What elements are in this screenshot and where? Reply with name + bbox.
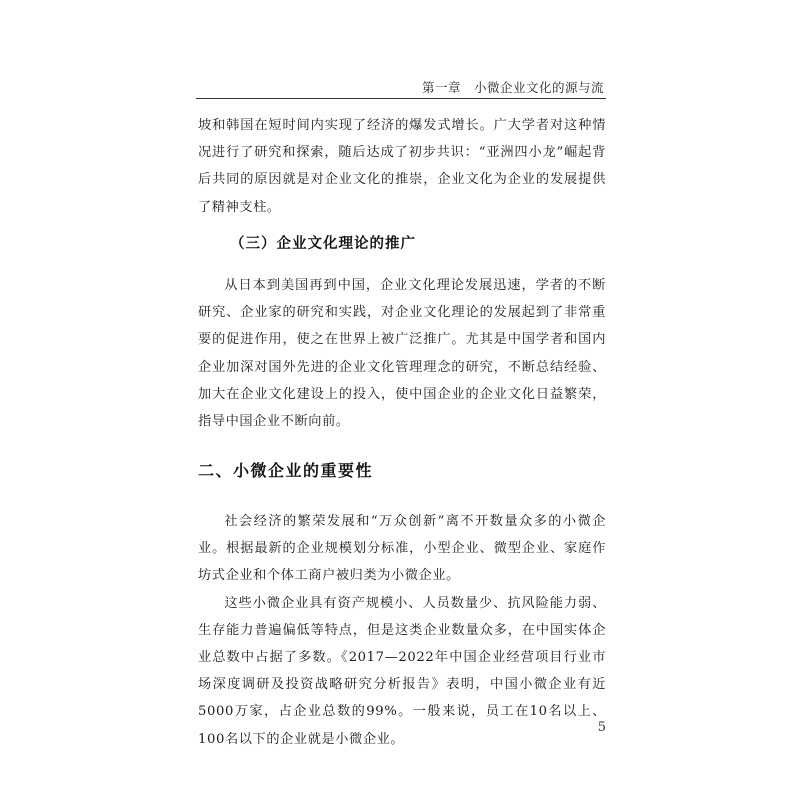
header-rule (196, 98, 606, 99)
running-header: 第一章 小微企业文化的源与流 (421, 80, 604, 95)
continued-paragraph-block (198, 112, 606, 221)
continued-paragraph: 坡和韩国在短时间内实现了经济的爆发式增长。广大学者对这种情况进行了研究和探索，随后达成了初步共识：“亚洲四小龙”崛起背后共同的原因就是对企业文化的推崇，企业文化为企业的发展提供了精神支柱。 (198, 118, 606, 215)
section-body (198, 508, 606, 753)
subsection-paragraph: 从日本到美国再到中国，企业文化理论发展迅速，学者的不断研究、企业家的研究和实践，对企业文化理论的发展起到了非常重要的促进作用，使之在世界上被广泛推广。尤其是中国学者和国内企业加深对国外先进的企业文化管理理念的研究，不断总结经验、加大在企业文化建设上的投入，使中国企业的企业文化日益繁荣，指导中国企业不断向前。 (198, 278, 606, 430)
section-heading: 二、小微企业的重要性 (198, 461, 374, 480)
section-paragraph-1: 社会经济的繁荣发展和“万众创新”离不开数量众多的小微企业。根据最新的企业规模划分标准，小型企业、微型企业、家庭作坊式企业和个体工商户被归类为小微企业。 (198, 514, 606, 584)
section-paragraph-2: 这些小微企业具有资产规模小、人员数量少、抗风险能力弱、生存能力普遍偏低等特点，但是这类企业数量众多，在中国实体企业总数中占据了多数。《2017—2022年中国企业经营项目行业市场深度调研及投资战略研究分析报告》表明，中国小微企业有近5000万家，占企业总数的99%。一般来说，员工在10名以上、100名以下的企业就是小微企业。 (198, 595, 606, 747)
subsection-heading: （三）企业文化理论的推广 (230, 235, 416, 252)
subsection-paragraph-block (198, 272, 606, 435)
page-number: 5 (597, 720, 606, 735)
